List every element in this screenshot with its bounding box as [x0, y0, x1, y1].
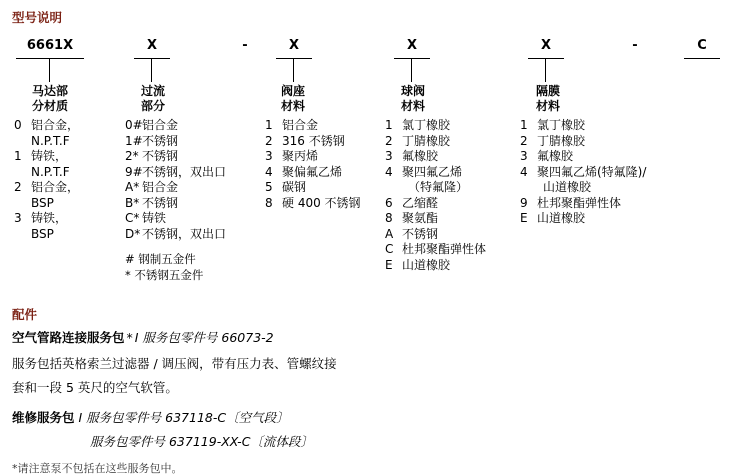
list-item: 2 316 不锈钢 [265, 133, 345, 148]
list-item: 0# 铝合金 [125, 118, 179, 132]
code-cell-5: X [540, 38, 552, 53]
code-cell-3: X [288, 38, 300, 53]
code-cell-7: C [697, 38, 707, 53]
column-motor-material [14, 84, 129, 242]
page-title-model: 型号说明 [12, 10, 63, 25]
code-underline-1 [134, 58, 170, 59]
connector-line-5 [545, 58, 546, 82]
list-item: 1 氯丁橡胶 [385, 118, 451, 132]
code-base: 6661X [26, 38, 74, 53]
column-motor-material-heading: 马达部 分材质 [31, 84, 68, 113]
accessory-air-kit-desc-1: 服务包括英格索兰过滤器 / 调压阀，带有压力表、管螺纹接 [12, 356, 337, 371]
list-item: 2 丁腈橡胶 [520, 133, 586, 148]
connector-line-base [49, 58, 50, 82]
list-item: C 杜邦聚酯弹性体 [385, 242, 487, 256]
list-item: 2 丁腈橡胶 [385, 133, 451, 148]
accessory-air-kit-label: 空气管路连接服务包 [12, 330, 125, 345]
column-wetted-parts [125, 84, 275, 283]
accessory-air-kit-desc-2: 套和一段 5 英尺的空气软管。 [12, 380, 178, 395]
list-item: E 山道橡胶 [520, 211, 586, 225]
list-item: 2* 不锈钢 [125, 149, 179, 163]
column-wetted-parts-heading: 过流 部分 [140, 84, 165, 113]
column-seat-material [265, 84, 395, 211]
column-diaphragm-material-heading: 隔膜 材料 [535, 84, 560, 113]
list-item: 3 铸铁， [14, 211, 68, 225]
list-item: 4 聚四氟乙烯 [385, 164, 463, 179]
model-code-row [0, 36, 750, 58]
list-item: E 山道橡胶 [385, 257, 451, 272]
option-list [265, 118, 395, 211]
column-ball-material [385, 84, 525, 273]
accessory-air-kit-separator: * [126, 330, 133, 345]
option-list [125, 118, 275, 242]
code-cell-2: - [242, 38, 248, 53]
column-wetted-parts-notes: # 钢制五金件 * 不锈钢五金件 [125, 252, 204, 282]
code-underline-base [16, 58, 84, 59]
column-ball-material-heading: 球阀 材料 [400, 84, 425, 113]
list-item: 1# 不锈钢 [125, 133, 179, 148]
connector-line-4 [411, 58, 412, 82]
connector-line-3 [293, 58, 294, 82]
list-item: N.P.T.F [31, 164, 70, 179]
list-item: 1 氯丁橡胶 [520, 118, 586, 132]
list-item: A* 铝合金 [125, 180, 179, 194]
accessory-air-kit-row [12, 329, 274, 347]
list-item: BSP [31, 195, 54, 210]
list-item: 4 聚偏氟乙烯 [265, 164, 343, 179]
list-item: 9# 不锈钢，双出口 [125, 164, 227, 179]
option-list [385, 118, 525, 273]
list-item: N.P.T.F [31, 133, 70, 148]
accessory-service-kit-row [12, 409, 289, 427]
list-item: BSP [31, 226, 54, 241]
list-item: 0 铝合金， [14, 118, 80, 132]
option-list [520, 118, 720, 227]
code-underline-7 [684, 58, 720, 59]
list-item: 1 铸铁， [14, 149, 68, 163]
accessory-footnote: *请注意泵不包括在这些服务包中。 [12, 462, 183, 475]
list-item: 6 乙缩醛 [385, 195, 439, 210]
code-underline-3 [276, 58, 312, 59]
connector-line-1 [151, 58, 152, 82]
accessory-service-kit-label: 维修服务包 [12, 410, 75, 425]
code-cell-6: - [632, 38, 638, 53]
list-item: 1 铝合金 [265, 118, 319, 132]
list-item: 山道橡胶 [543, 180, 592, 194]
code-cell-1: X [146, 38, 158, 53]
list-item: 8 聚氨酯 [385, 211, 439, 225]
list-item: 3 氟橡胶 [520, 149, 574, 163]
list-item: 8 硬 400 不锈钢 [265, 195, 361, 210]
code-underline-4 [394, 58, 430, 59]
accessory-service-kit-part-1: I 服务包零件号 637118-C〔空气段〕 [78, 410, 289, 425]
list-item: C* 铸铁 [125, 211, 167, 225]
column-diaphragm-material [520, 84, 720, 227]
list-item: 2 铝合金， [14, 180, 80, 194]
column-seat-material-heading: 阀座 材料 [280, 84, 305, 113]
list-item: A 不锈钢 [385, 226, 439, 241]
list-item: 3 氟橡胶 [385, 149, 439, 163]
accessory-air-kit-part: I 服务包零件号 66073-2 [134, 330, 274, 345]
list-item: 3 聚丙烯 [265, 149, 319, 163]
list-item: （特氟隆） [408, 180, 469, 194]
list-item: B* 不锈钢 [125, 195, 179, 210]
list-item: D* 不锈钢，双出口 [125, 226, 227, 241]
list-item: 4 聚四氟乙烯(特氟隆)/ [520, 164, 647, 179]
list-item: 5 碳钢 [265, 180, 307, 194]
page-title-accessories: 配件 [12, 307, 38, 322]
option-list [14, 118, 129, 242]
accessory-service-kit-part-2: 服务包零件号 637119-XX-C〔流体段〕 [90, 434, 313, 449]
code-cell-4: X [406, 38, 418, 53]
code-underline-5 [528, 58, 564, 59]
list-item: 9 杜邦聚酯弹性体 [520, 195, 622, 210]
